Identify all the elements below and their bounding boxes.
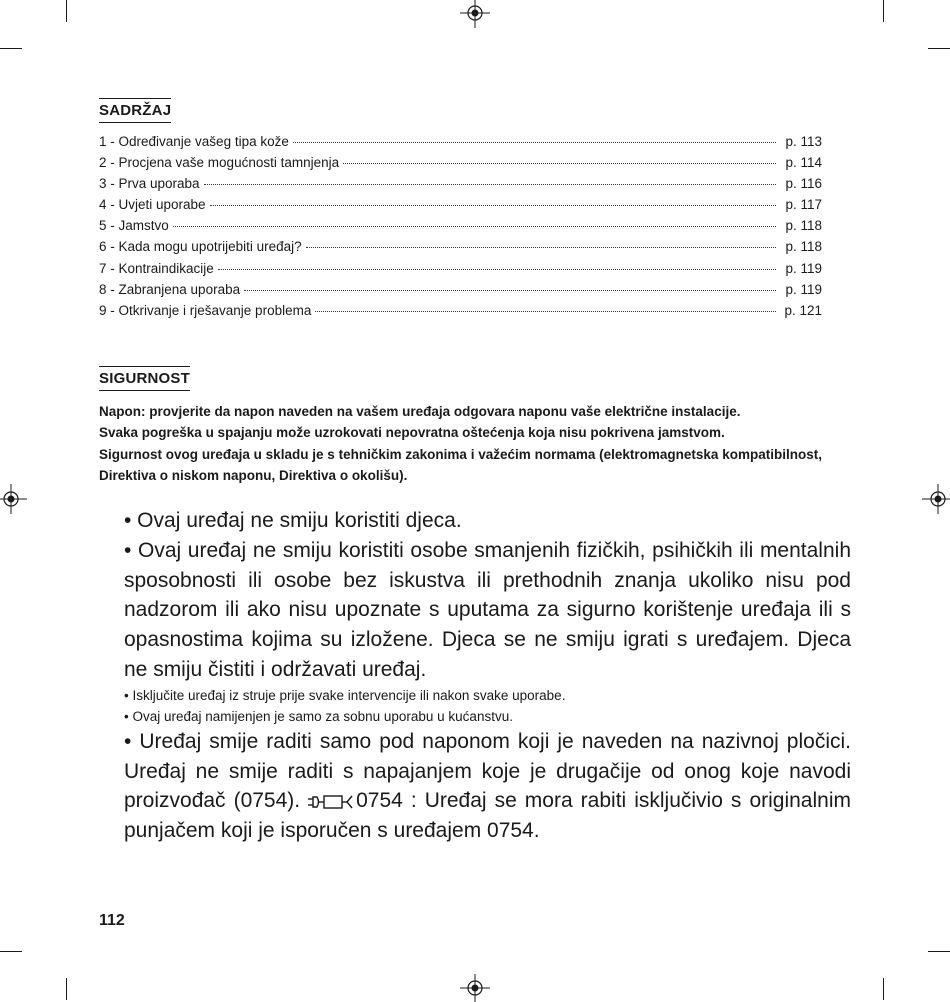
toc-item[interactable] bbox=[99, 197, 822, 218]
crop-mark bbox=[928, 951, 950, 952]
toc-leader-dots bbox=[173, 226, 776, 227]
safety-bullet bbox=[124, 727, 851, 846]
toc-item-page: p. 114 bbox=[785, 155, 822, 171]
warning-line: Svaka pogreška u spajanju može uzrokovati nepovratna oštećenja koja nisu pokrivena jamstvom. bbox=[99, 425, 725, 441]
toc-item-page: p. 118 bbox=[785, 218, 822, 234]
toc-item-title: 3 - Prva uporaba bbox=[99, 176, 200, 192]
crop-mark bbox=[0, 951, 22, 952]
toc-leader-dots bbox=[343, 163, 776, 164]
crop-mark bbox=[0, 48, 22, 49]
toc-heading: SADRŽAJ bbox=[99, 98, 171, 123]
safety-heading: SIGURNOST bbox=[99, 366, 190, 391]
registration-mark-icon bbox=[0, 484, 27, 514]
crop-mark bbox=[928, 48, 950, 49]
toc-item-title: 1 - Određivanje vašeg tipa kože bbox=[99, 134, 289, 149]
warning-line: Sigurnost ovog uređaja u skladu je s tehničkim zakonima i važećim normama (elektromagnetska kompatibilnost, Direktiva o niskom naponu, Direktiva o okolišu). bbox=[99, 446, 822, 483]
toc-item-title: 5 - Jamstvo bbox=[99, 218, 169, 234]
safety-bullet-text: 0754 : Uređaj se mora rabiti isključivio s originalnim punjačem koji je isporučen s uređajem 0754. bbox=[124, 789, 851, 843]
toc-item[interactable] bbox=[99, 261, 822, 282]
registration-mark-icon bbox=[922, 484, 950, 514]
toc-item[interactable] bbox=[99, 282, 822, 303]
toc-item-title: 7 - Kontraindikacije bbox=[99, 260, 214, 276]
toc-item[interactable] bbox=[99, 303, 822, 324]
toc-item[interactable] bbox=[99, 155, 822, 176]
safety-bullet: • Ovaj uređaj ne smiju koristiti djeca. bbox=[124, 509, 462, 532]
toc-item-page: p. 113 bbox=[785, 134, 822, 149]
toc-item-title: 6 - Kada mogu upotrijebiti uređaj? bbox=[99, 239, 302, 255]
toc-leader-dots bbox=[244, 290, 776, 291]
safety-instructions bbox=[124, 506, 851, 846]
crop-mark bbox=[66, 978, 67, 1000]
toc-leader-dots bbox=[218, 269, 776, 270]
toc-leader-dots bbox=[210, 205, 776, 206]
charger-plug-icon bbox=[306, 793, 354, 811]
toc-leader-dots bbox=[315, 311, 776, 312]
voltage-warning bbox=[99, 401, 822, 486]
registration-mark-icon bbox=[460, 972, 490, 1002]
toc-item-title: 4 - Uvjeti uporabe bbox=[99, 197, 206, 213]
toc-leader-dots bbox=[306, 247, 776, 248]
toc-item[interactable] bbox=[99, 239, 822, 260]
crop-mark bbox=[883, 0, 884, 22]
safety-bullet: • Ovaj uređaj ne smiju koristiti osobe smanjenih fizičkih, psihičkih ili mentalnih sposobnosti ili osobe bez iskustva ili prethodnih znanja ukoliko nisu pod nadzorom ili ako nisu upoznate s uputama za sigurno korištenje uređaja ili s opasnostima kojima su izložene. Djeca se ne smiju igrati s uređajem. Djeca ne smiju čistiti i održavati uređaj. bbox=[124, 538, 851, 681]
toc-item-title: 8 - Zabranjena uporaba bbox=[99, 281, 241, 297]
toc-item-page: p. 121 bbox=[784, 302, 822, 318]
toc-item-page: p. 119 bbox=[785, 281, 822, 297]
toc-item[interactable] bbox=[99, 176, 822, 197]
toc-item-title: 2 - Procjena vaše mogućnosti tamnjenja bbox=[99, 155, 340, 171]
registration-mark-icon bbox=[460, 0, 490, 30]
table-of-contents bbox=[99, 134, 822, 324]
toc-item-title: 9 - Otkrivanje i rješavanje problema bbox=[99, 302, 312, 318]
toc-leader-dots bbox=[293, 142, 776, 143]
toc-item-page: p. 119 bbox=[785, 260, 822, 276]
crop-mark bbox=[66, 0, 67, 22]
toc-leader-dots bbox=[204, 184, 776, 185]
safety-bullet: • Isključite uređaj iz struje prije svake intervencije ili nakon svake uporabe. bbox=[124, 687, 566, 703]
toc-item-page: p. 117 bbox=[785, 197, 822, 213]
safety-bullet: • Ovaj uređaj namijenjen je samo za sobnu uporabu u kućanstvu. bbox=[124, 708, 513, 724]
toc-item-page: p. 116 bbox=[785, 176, 822, 192]
crop-mark bbox=[883, 978, 884, 1000]
toc-item[interactable] bbox=[99, 218, 822, 239]
toc-item[interactable] bbox=[99, 134, 822, 155]
toc-item-page: p. 118 bbox=[785, 239, 822, 255]
page-number: 112 bbox=[99, 912, 125, 929]
safety-bullet-text: • Uređaj smije raditi samo pod naponom koji je naveden na nazivnoj pločici. Uređaj ne smije raditi s napajanjem koje je drugačije od onog koje navodi proizvođač (0754). bbox=[124, 729, 851, 813]
warning-line: Napon: provjerite da napon naveden na vašem uređaja odgovara naponu vaše električne instalacije. bbox=[99, 404, 741, 419]
